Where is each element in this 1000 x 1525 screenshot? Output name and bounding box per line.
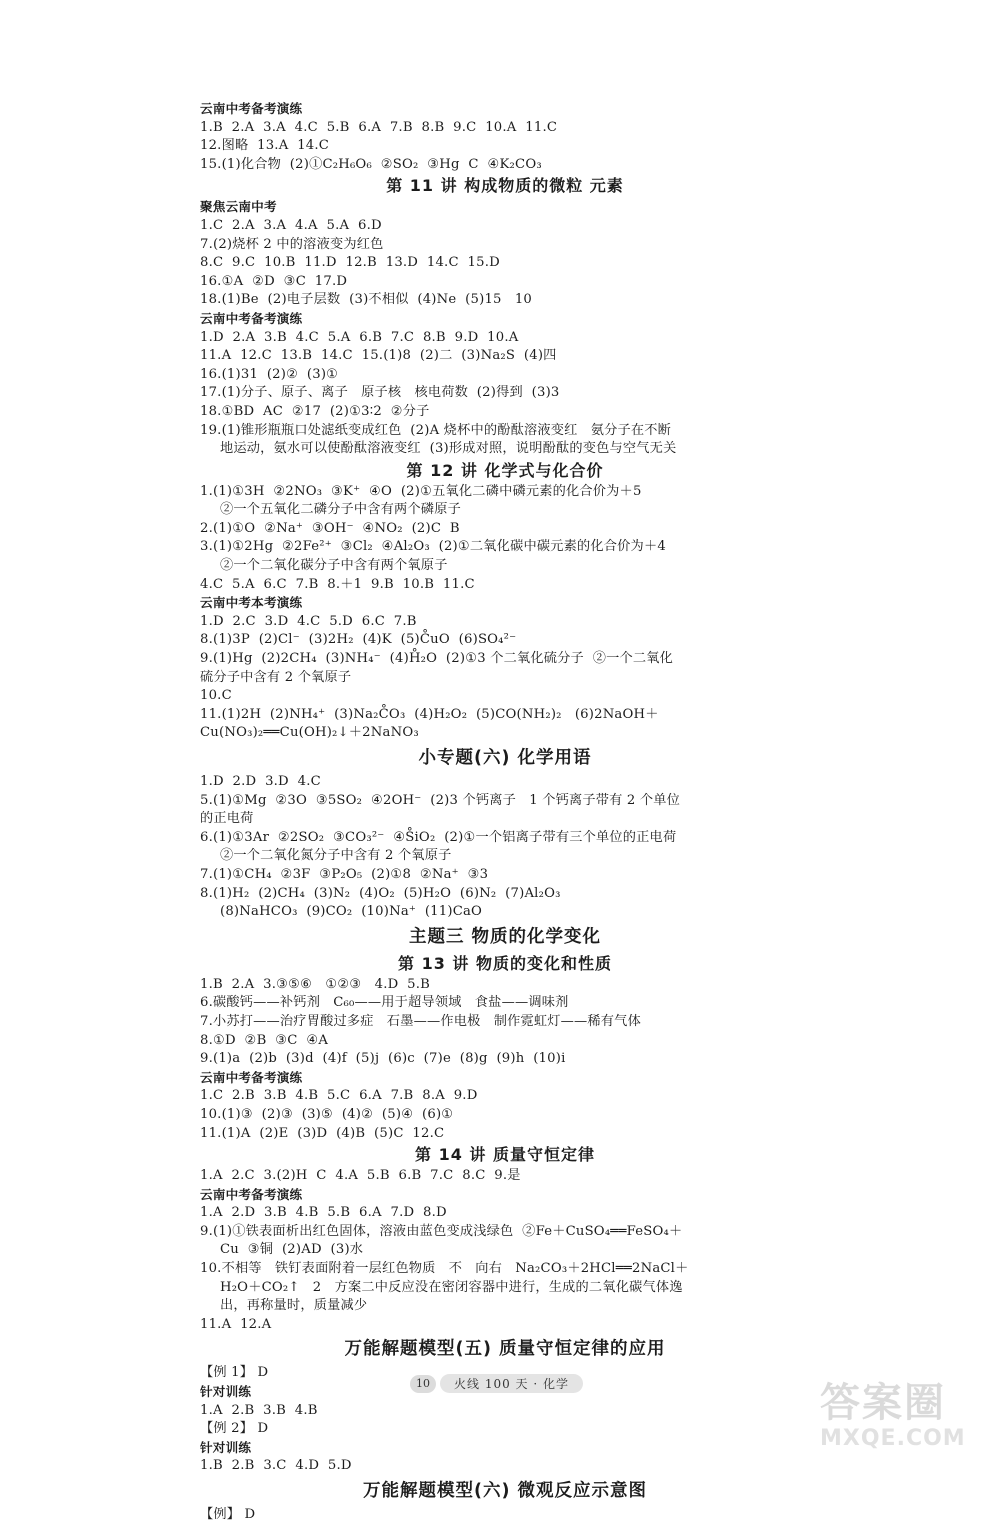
answer-line: 1.C 2.A 3.A 4.A 5.A 6.D	[200, 217, 382, 233]
watermark-brand: 答案圈	[820, 1380, 946, 1426]
subsection-label: 云南中考本考演练	[200, 595, 303, 611]
answer-line: 8.(1)3P (2)Cl⁻ (3)2H₂ (4)K (5)C̊uO (6)SO₄²⁻	[200, 632, 517, 648]
answer-line: 9.(1)a (2)b (3)d (4)f (5)j (6)c (7)e (8)g (9)h (10)i	[200, 1051, 566, 1067]
answer-line: 8.C 9.C 10.B 11.D 12.B 13.D 14.C 15.D	[200, 255, 500, 271]
answer-line-continued: ②一个五氧化二磷分子中含有两个磷原子	[220, 502, 461, 518]
answer-line: 18.(1)Be (2)电子层数 (3)不相似 (4)Ne (5)15 10	[200, 292, 532, 308]
answer-line: 1.A 2.C 3.(2)H C 4.A 5.B 6.B 7.C 8.C 9.是	[200, 1168, 521, 1184]
answer-line: 7.(1)①CH₄ ②3F ③P₂O₅ (2)①8 ②Na⁺ ③3	[200, 866, 489, 882]
section-heading: 主题三 物质的化学变化	[408, 926, 602, 947]
answer-line: 的正电荷	[200, 811, 254, 827]
answer-line: 16.①A ②D ③C 17.D	[200, 273, 348, 289]
subsection-label: 云南中考备考演练	[200, 310, 303, 326]
answer-line: 1.D 2.A 3.B 4.C 5.A 6.B 7.C 8.B 9.D 10.A	[200, 329, 519, 345]
answer-line-continued: ②一个二氧化氮分子中含有 2 个氧原子	[220, 848, 452, 864]
book-title: 火线 100 天 · 化学	[440, 1374, 583, 1393]
answer-line-continued: Cu ③铜 (2)AD (3)水	[220, 1242, 364, 1258]
subsection-label: 云南中考备考演练	[200, 1069, 303, 1085]
watermark-url: MXQE.COM	[820, 1426, 966, 1451]
subsection-label: 针对训练	[200, 1384, 252, 1400]
answer-line: 【例】 D	[200, 1507, 256, 1522]
answer-line-continued: H₂O＋CO₂↑ 2 方案二中反应没在密闭容器中进行，生成的二氧化碳气体逸	[220, 1279, 683, 1295]
subsection-label: 针对训练	[200, 1439, 252, 1455]
answer-line: 1.A 2.D 3.B 4.B 5.B 6.A 7.D 8.D	[200, 1205, 447, 1221]
answer-line: 1.(1)①3H ②2NO₃ ③K⁺ ④O (2)①五氧化二磷中磷元素的化合价为＋5	[200, 483, 642, 499]
answer-line: 12.图略 13.A 14.C	[200, 138, 330, 154]
answer-line: 9.(1)Hg (2)2CH₄ (3)NH₄⁻ (4)H̊₂O (2)①3 个二氧化硫分子 ②一个二氧化	[200, 651, 674, 667]
answer-line: 18.①BD AC ②17 (2)①3∶2 ②分子	[200, 403, 430, 419]
answer-line: 10.(1)③ (2)③ (3)⑤ (4)② (5)④ (6)①	[200, 1106, 454, 1122]
answer-line: 8.(1)H₂ (2)CH₄ (3)N₂ (4)O₂ (5)H₂O (6)N₂ (7)Al₂O₃	[200, 885, 561, 901]
answer-line: 1.A 2.B 3.B 4.B	[200, 1402, 318, 1418]
answer-line: 1.B 2.B 3.C 4.D 5.D	[200, 1458, 352, 1474]
answer-line: 1.C 2.B 3.B 4.B 5.C 6.A 7.B 8.A 9.D	[200, 1088, 478, 1104]
section-heading: 第 14 讲 质量守恒定律	[415, 1145, 595, 1165]
answer-line: 17.(1)分子、原子、离子 原子核 核电荷数 (2)得到 (3)3	[200, 385, 560, 401]
answer-line: 1.B 2.A 3.A 4.C 5.B 6.A 7.B 8.B 9.C 10.A 11.C	[200, 119, 558, 135]
answer-line: 6.碳酸钙——补钙剂 C₆₀——用于超导领域 食盐——调味剂	[200, 995, 569, 1011]
answer-line-continued: 地运动，氨水可以使酚酞溶液变红 (3)形成对照，说明酚酞的变色与空气无关	[220, 441, 677, 457]
section-heading: 第 12 讲 化学式与化合价	[406, 460, 604, 480]
answer-line: 8.①D ②B ③C ④A	[200, 1032, 329, 1048]
answer-line: 3.(1)①2Hg ②2Fe²⁺ ③Cl₂ ④Al₂O₃ (2)①二氧化碳中碳元素的化合价为＋4	[200, 539, 666, 555]
page-number: 10	[410, 1375, 436, 1393]
watermark-logo	[820, 1380, 995, 1465]
subsection-label: 云南中考备考演练	[200, 101, 303, 116]
page-footer	[410, 1374, 583, 1393]
answer-line: 6.(1)①3Ar ②2SO₂ ③CO₃²⁻ ④S̊iO₂ (2)①一个铝离子带有三个单位的正电荷	[200, 829, 677, 845]
answer-line: 7.(2)烧杯 2 中的溶液变为红色	[200, 236, 384, 252]
answer-line: 10.C	[200, 688, 232, 704]
answer-line: 4.C 5.A 6.C 7.B 8.＋1 9.B 10.B 11.C	[200, 576, 475, 592]
answer-line: 1.D 2.C 3.D 4.C 5.D 6.C 7.B	[200, 613, 417, 629]
section-heading: 第 13 讲 物质的变化和性质	[398, 953, 612, 973]
answer-line-continued: ②一个二氧化碳分子中含有两个氧原子	[220, 558, 448, 574]
answer-line: 9.(1)①铁表面析出红色固体，溶液由蓝色变成浅绿色 ②Fe＋CuSO₄══FeSO₄＋	[200, 1223, 683, 1239]
answer-line: 15.(1)化合物 (2)①C₂H₆O₆ ②SO₂ ③Hg C ④K₂CO₃	[200, 156, 542, 172]
answer-line: 【例 1】 D	[200, 1365, 269, 1381]
section-heading: 第 11 讲 构成物质的微粒 元素	[386, 176, 624, 196]
section-heading: 万能解题模型(六) 微观反应示意图	[362, 1481, 648, 1501]
answer-line: 11.(1)A (2)E (3)D (4)B (5)C 12.C	[200, 1125, 445, 1141]
answer-page-content	[200, 100, 810, 1525]
section-heading: 小专题(六) 化学用语	[418, 748, 592, 768]
answer-line: 7.小苏打——治疗胃酸过多症 石墨——作电极 制作霓虹灯——稀有气体	[200, 1013, 641, 1029]
answer-line: 2.(1)①O ②Na⁺ ③OH⁻ ④NO₂ (2)C B	[200, 520, 460, 536]
answer-line: 10.不相等 铁钉表面附着一层红色物质 不 向右 Na₂CO₃＋2HCl══2NaCl＋	[200, 1261, 689, 1277]
subsection-label: 云南中考备考演练	[200, 1186, 303, 1202]
answer-line: 16.(1)31 (2)② (3)①	[200, 366, 339, 382]
answer-line: 5.(1)①Mg ②3O ③5SO₂ ④2OH⁻ (2)3 个钙离子 1 个钙离子带有 2 个单位	[200, 792, 681, 808]
answer-line: 1.B 2.A 3.③⑤⑥ ①②③ 4.D 5.B	[200, 976, 431, 992]
answer-line-continued: (8)NaHCO₃ (9)CO₂ (10)Na⁺ (11)CaO	[220, 904, 483, 920]
answer-line-continued: 出，再称量时，质量减少	[220, 1298, 368, 1314]
answer-line: 11.A 12.A	[200, 1316, 272, 1332]
answer-line: Cu(NO₃)₂══Cu(OH)₂↓＋2NaNO₃	[200, 725, 419, 741]
answer-line: 1.D 2.D 3.D 4.C	[200, 774, 321, 789]
answer-line: 19.(1)锥形瓶瓶口处滤纸变成红色 (2)A 烧杯中的酚酞溶液变红 氨分子在不断	[200, 422, 672, 438]
subsection-label: 聚焦云南中考	[200, 199, 277, 215]
answer-line: 11.A 12.C 13.B 14.C 15.(1)8 (2)二 (3)Na₂S (4)四	[200, 348, 557, 364]
answer-line: 【例 2】 D	[200, 1421, 269, 1437]
answer-line: 11.(1)2H (2)NH₄⁺ (3)Na₂C̊O₃ (4)H₂O₂ (5)CO(NH₂)₂ (6)2NaOH＋	[200, 706, 659, 722]
answer-line: 硫分子中含有 2 个氧原子	[200, 669, 352, 685]
section-heading: 万能解题模型(五) 质量守恒定律的应用	[344, 1339, 666, 1360]
